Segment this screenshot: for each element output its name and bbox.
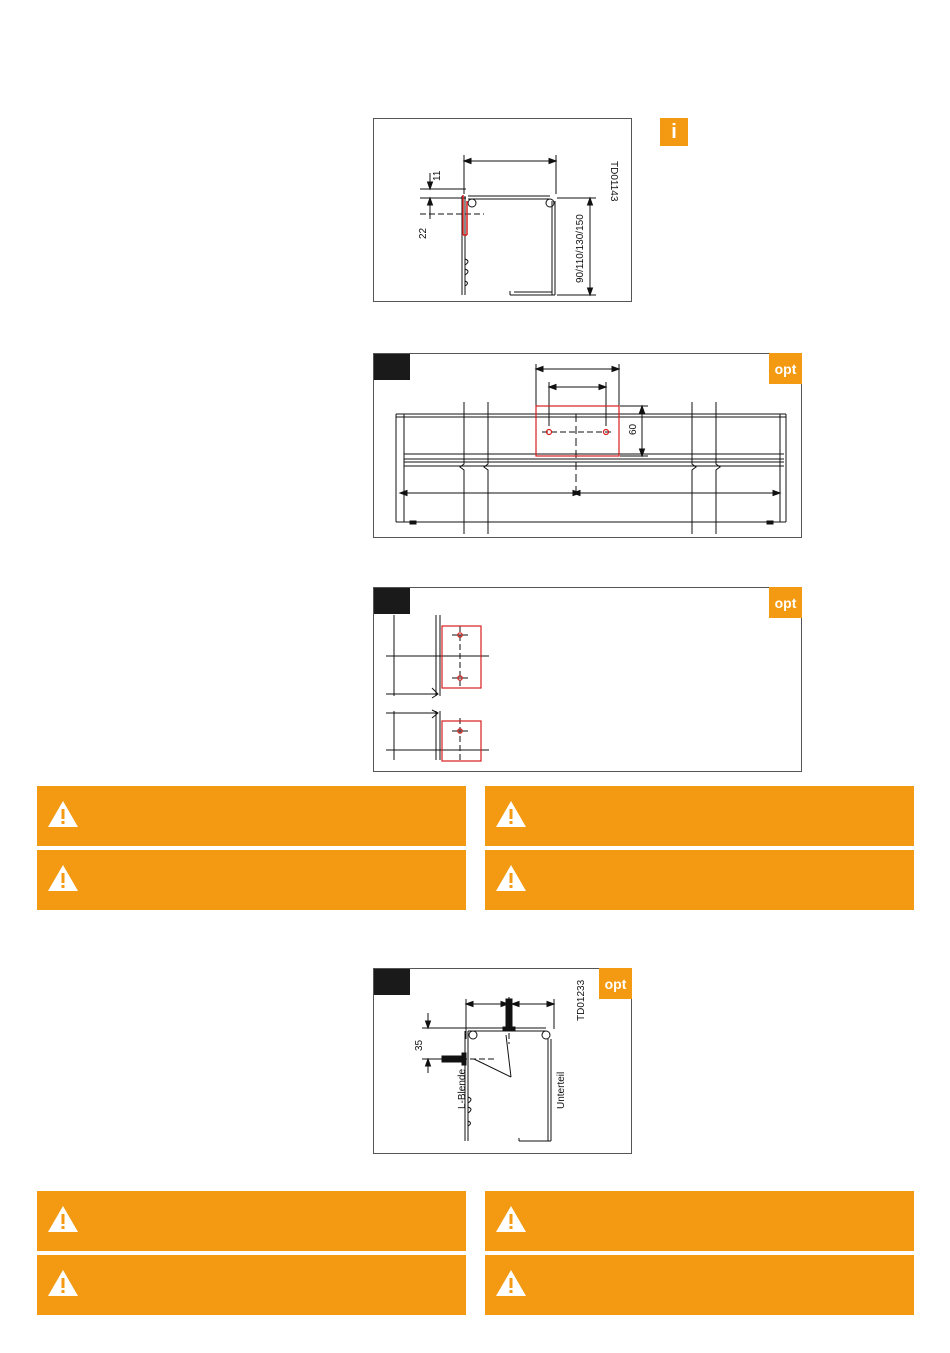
optional-badge: opt [769, 587, 802, 618]
drawing-code: TD01233 [576, 979, 587, 1021]
warning-triangle-icon [494, 1204, 528, 1234]
warning-bar [485, 1255, 914, 1315]
dim-height: 90/110/130/150 [575, 214, 586, 283]
profile-drawing [374, 119, 633, 303]
warning-bar [37, 1255, 466, 1315]
l-blende-drawing [374, 969, 633, 1155]
drawing-code: TD01143 [608, 161, 619, 202]
warning-bar [37, 850, 466, 910]
rail-drawing [374, 354, 803, 539]
dim-top: 11 [432, 170, 443, 181]
dim-side: 35 [414, 1039, 425, 1051]
warning-triangle-icon [494, 799, 528, 829]
warning-bar [485, 1191, 914, 1251]
warning-triangle-icon [494, 863, 528, 893]
dim-side: 22 [418, 227, 429, 239]
warning-triangle-icon [46, 799, 80, 829]
warning-triangle-icon [46, 863, 80, 893]
warning-triangle-icon [494, 1268, 528, 1298]
warning-bar [37, 786, 466, 846]
warning-triangle-icon [46, 1268, 80, 1298]
optional-badge: opt [769, 353, 802, 384]
dim-height: 60 [628, 423, 639, 435]
figure-profile-cross-section [373, 118, 632, 302]
figure-l-blende-mounting [373, 968, 632, 1154]
optional-badge: opt [599, 968, 632, 999]
label-unterteil: Unterteil [556, 1071, 567, 1109]
label-l-blende: L-Blende [457, 1068, 468, 1109]
joint-drawing [374, 588, 803, 773]
warning-bar [37, 1191, 466, 1251]
figure-mounting-rail-joint [373, 587, 802, 772]
info-icon: i [660, 118, 688, 146]
figure-mounting-rail-front [373, 353, 802, 538]
warning-bar [485, 850, 914, 910]
warning-triangle-icon [46, 1204, 80, 1234]
warning-bar [485, 786, 914, 846]
